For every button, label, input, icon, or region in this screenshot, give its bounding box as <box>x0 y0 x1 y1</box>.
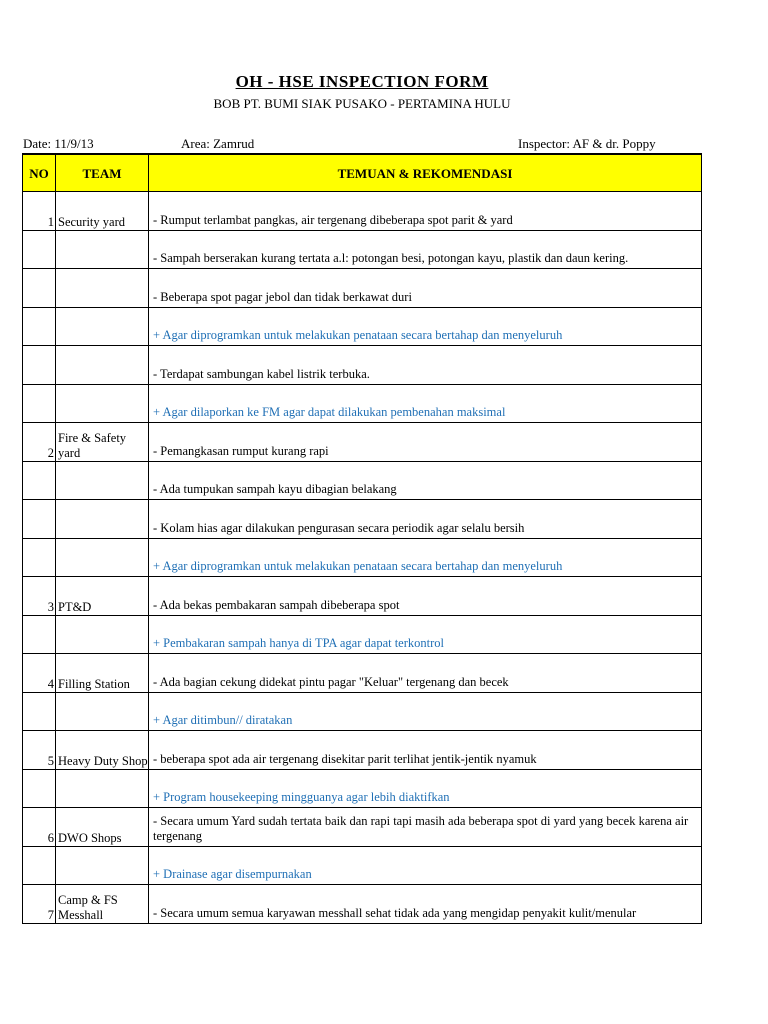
recommendation-text: + Pembakaran sampah hanya di TPA agar dapat terkontrol <box>149 615 702 654</box>
row-team <box>56 384 149 423</box>
table-row <box>23 538 702 577</box>
row-team <box>56 769 149 808</box>
date-field: Date: 11/9/13 <box>23 136 94 151</box>
row-number: 5 <box>23 731 56 770</box>
row-number: 1 <box>23 192 56 231</box>
recommendation-text: + Agar dilaporkan ke FM agar dapat dilakukan pembenahan maksimal <box>149 384 702 423</box>
row-team: Security yard <box>56 192 149 231</box>
finding-text: - Ada tumpukan sampah kayu dibagian belakang <box>149 461 702 500</box>
column-header-no: NO <box>23 154 56 192</box>
finding-text: - beberapa spot ada air tergenang disekitar parit terlihat jentik-jentik nyamuk <box>149 731 702 770</box>
row-team: Fire & Safety yard <box>56 423 149 462</box>
recommendation-text: + Agar diprogramkan untuk melakukan penataan secara bertahap dan menyeluruh <box>149 307 702 346</box>
row-team <box>56 846 149 885</box>
row-team <box>56 230 149 269</box>
row-number: 6 <box>23 808 56 847</box>
finding-text: - Beberapa spot pagar jebol dan tidak berkawat duri <box>149 269 702 308</box>
row-team <box>56 692 149 731</box>
table-row <box>23 384 702 423</box>
row-team <box>56 538 149 577</box>
row-number: 3 <box>23 577 56 616</box>
row-team: Camp & FS Messhall <box>56 885 149 924</box>
row-number <box>23 384 56 423</box>
table-row <box>23 461 702 500</box>
table-body <box>23 192 702 924</box>
table-row <box>23 192 702 231</box>
row-number: 7 <box>23 885 56 924</box>
finding-text: - Sampah berserakan kurang tertata a.l: potongan besi, potongan kayu, plastik dan daun kering. <box>149 230 702 269</box>
row-team <box>56 500 149 539</box>
row-number: 2 <box>23 423 56 462</box>
table-row <box>23 731 702 770</box>
table-row <box>23 500 702 539</box>
finding-text: - Pemangkasan rumput kurang rapi <box>149 423 702 462</box>
row-number: 4 <box>23 654 56 693</box>
table-row <box>23 307 702 346</box>
row-number <box>23 230 56 269</box>
finding-text: - Secara umum Yard sudah tertata baik dan rapi tapi masih ada beberapa spot di yard yang becek karena air tergenang <box>149 808 702 847</box>
row-number <box>23 461 56 500</box>
table-header-row <box>23 154 702 192</box>
table-row <box>23 846 702 885</box>
recommendation-text: + Program housekeeping mingguanya agar lebih diaktifkan <box>149 769 702 808</box>
recommendation-text: + Drainase agar disempurnakan <box>149 846 702 885</box>
table-row <box>23 654 702 693</box>
row-number <box>23 692 56 731</box>
finding-text: - Secara umum semua karyawan messhall sehat tidak ada yang mengidap penyakit kulit/menular <box>149 885 702 924</box>
recommendation-text: + Agar ditimbun// diratakan <box>149 692 702 731</box>
table-row <box>23 885 702 924</box>
row-team: PT&D <box>56 577 149 616</box>
row-team: DWO Shops <box>56 808 149 847</box>
table-row <box>23 230 702 269</box>
finding-text: - Ada bagian cekung didekat pintu pagar "Keluar" tergenang dan becek <box>149 654 702 693</box>
form-subtitle: BOB PT. BUMI SIAK PUSAKO - PERTAMINA HULU <box>213 96 511 111</box>
inspector-field: Inspector: AF & dr. Poppy <box>518 136 656 151</box>
row-team <box>56 307 149 346</box>
finding-text: - Rumput terlambat pangkas, air tergenang dibeberapa spot parit & yard <box>149 192 702 231</box>
row-number <box>23 769 56 808</box>
table-row <box>23 577 702 616</box>
table-row <box>23 269 702 308</box>
row-team <box>56 346 149 385</box>
recommendation-text: + Agar diprogramkan untuk melakukan penataan secara bertahap dan menyeluruh <box>149 538 702 577</box>
area-field: Area: Zamrud <box>181 136 255 151</box>
row-number <box>23 346 56 385</box>
row-team <box>56 461 149 500</box>
finding-text: - Ada bekas pembakaran sampah dibeberapa spot <box>149 577 702 616</box>
row-number <box>23 615 56 654</box>
finding-text: - Kolam hias agar dilakukan pengurasan secara periodik agar selalu bersih <box>149 500 702 539</box>
table-row <box>23 808 702 847</box>
row-number <box>23 846 56 885</box>
finding-text: - Terdapat sambungan kabel listrik terbuka. <box>149 346 702 385</box>
row-team <box>56 615 149 654</box>
row-team: Heavy Duty Shop <box>56 731 149 770</box>
inspection-table <box>22 153 702 924</box>
form-title: OH - HSE INSPECTION FORM <box>235 72 489 91</box>
row-number <box>23 307 56 346</box>
column-header-team: TEAM <box>56 154 149 192</box>
table-row <box>23 615 702 654</box>
row-number <box>23 538 56 577</box>
table-row <box>23 769 702 808</box>
table-row <box>23 346 702 385</box>
row-team: Filling Station <box>56 654 149 693</box>
column-header-temuan: TEMUAN & REKOMENDASI <box>149 154 702 192</box>
table-row <box>23 423 702 462</box>
row-number <box>23 269 56 308</box>
table-row <box>23 692 702 731</box>
row-team <box>56 269 149 308</box>
row-number <box>23 500 56 539</box>
